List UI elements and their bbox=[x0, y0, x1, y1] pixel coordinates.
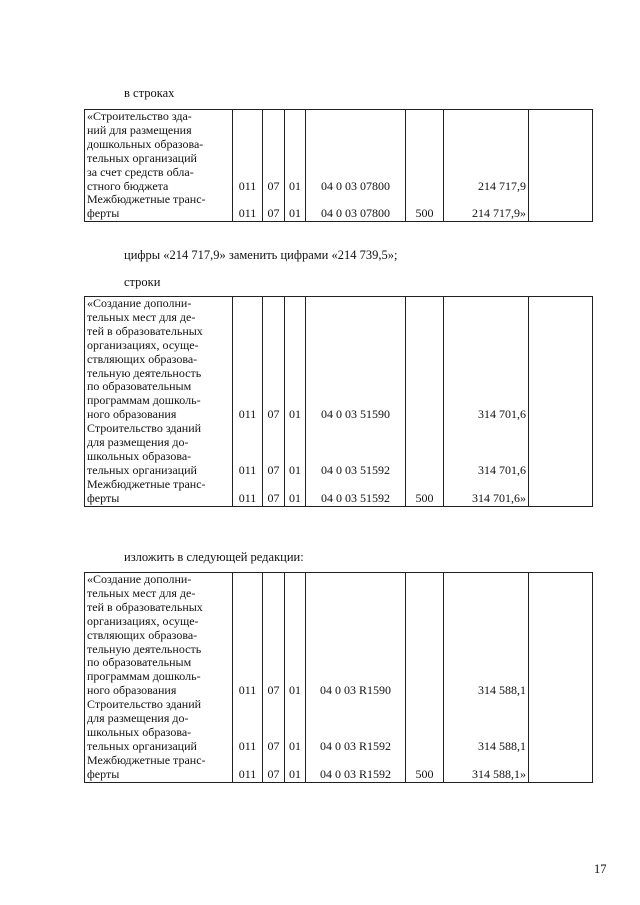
subsection-code: 01 bbox=[285, 573, 306, 699]
row-name: Строительство зданий для размещения до- школьных образова- тельных организаций bbox=[85, 698, 233, 754]
table-row bbox=[85, 698, 593, 754]
budget-table-3 bbox=[84, 572, 593, 783]
target-code: 04 0 03 07800 bbox=[306, 193, 406, 221]
row-name: Межбюджетные транс- ферты bbox=[85, 193, 233, 221]
amount: 214 717,9 bbox=[444, 110, 529, 194]
amount: 314 701,6 bbox=[444, 422, 529, 478]
ministry-code: 011 bbox=[233, 297, 263, 423]
amount: 314 701,6» bbox=[444, 478, 529, 506]
intro-new-wording: изложить в следующей редакции: bbox=[124, 550, 304, 564]
expense-type-code bbox=[406, 698, 444, 754]
row-name: «Создание дополни- тельных мест для де- тей в образовательных организациях, осуще- ствляющих образова- тельную деятельность по образовательным программам дошколь- ного образования bbox=[85, 297, 233, 423]
target-code: 04 0 03 R1590 bbox=[306, 573, 406, 699]
row-name: Межбюджетные транс- ферты bbox=[85, 478, 233, 506]
section-code: 07 bbox=[263, 422, 285, 478]
empty-cell bbox=[529, 478, 593, 506]
ministry-code: 011 bbox=[233, 478, 263, 506]
empty-cell bbox=[529, 110, 593, 194]
row-name: Межбюджетные транс- ферты bbox=[85, 754, 233, 782]
table-row bbox=[85, 297, 593, 423]
ministry-code: 011 bbox=[233, 110, 263, 194]
section-code: 07 bbox=[263, 698, 285, 754]
ministry-code: 011 bbox=[233, 422, 263, 478]
subsection-code: 01 bbox=[285, 422, 306, 478]
target-code: 04 0 03 51592 bbox=[306, 422, 406, 478]
ministry-code: 011 bbox=[233, 573, 263, 699]
expense-type-code bbox=[406, 422, 444, 478]
target-code: 04 0 03 51592 bbox=[306, 478, 406, 506]
expense-type-code bbox=[406, 573, 444, 699]
ministry-code: 011 bbox=[233, 754, 263, 782]
section-code: 07 bbox=[263, 478, 285, 506]
amount: 314 701,6 bbox=[444, 297, 529, 423]
section-code: 07 bbox=[263, 193, 285, 221]
section-code: 07 bbox=[263, 573, 285, 699]
empty-cell bbox=[529, 754, 593, 782]
page-number: 17 bbox=[594, 862, 607, 876]
section-code: 07 bbox=[263, 297, 285, 423]
target-code: 04 0 03 R1592 bbox=[306, 698, 406, 754]
subsection-code: 01 bbox=[285, 698, 306, 754]
expense-type-code bbox=[406, 297, 444, 423]
intro-rows: строки bbox=[124, 275, 161, 289]
amount: 314 588,1 bbox=[444, 698, 529, 754]
table-row bbox=[85, 573, 593, 699]
section-code: 07 bbox=[263, 110, 285, 194]
row-name: «Строительство зда- ний для размещения дошкольных образова- тельных организаций за счет средств обла- стного бюджета bbox=[85, 110, 233, 194]
section-code: 07 bbox=[263, 754, 285, 782]
target-code: 04 0 03 51590 bbox=[306, 297, 406, 423]
amount: 214 717,9» bbox=[444, 193, 529, 221]
row-name: «Создание дополни- тельных мест для де- тей в образовательных организациях, осуще- ствляющих образова- тельную деятельность по образовательным программам дошколь- ного образования bbox=[85, 573, 233, 699]
subsection-code: 01 bbox=[285, 478, 306, 506]
table-row bbox=[85, 193, 593, 221]
row-name: Строительство зданий для размещения до- школьных образова- тельных организаций bbox=[85, 422, 233, 478]
ministry-code: 011 bbox=[233, 698, 263, 754]
empty-cell bbox=[529, 422, 593, 478]
subsection-code: 01 bbox=[285, 193, 306, 221]
expense-type-code: 500 bbox=[406, 478, 444, 506]
table-row bbox=[85, 478, 593, 506]
expense-type-code: 500 bbox=[406, 193, 444, 221]
subsection-code: 01 bbox=[285, 110, 306, 194]
table-row bbox=[85, 110, 593, 194]
intro-in-rows: в строках bbox=[124, 86, 175, 100]
empty-cell bbox=[529, 573, 593, 699]
expense-type-code: 500 bbox=[406, 754, 444, 782]
replace-note: цифры «214 717,9» заменить цифрами «214 739,5»; bbox=[124, 248, 398, 262]
table-row bbox=[85, 754, 593, 782]
empty-cell bbox=[529, 698, 593, 754]
ministry-code: 011 bbox=[233, 193, 263, 221]
empty-cell bbox=[529, 193, 593, 221]
empty-cell bbox=[529, 297, 593, 423]
subsection-code: 01 bbox=[285, 754, 306, 782]
expense-type-code bbox=[406, 110, 444, 194]
subsection-code: 01 bbox=[285, 297, 306, 423]
target-code: 04 0 03 07800 bbox=[306, 110, 406, 194]
budget-table-1 bbox=[84, 109, 593, 222]
amount: 314 588,1 bbox=[444, 573, 529, 699]
amount: 314 588,1» bbox=[444, 754, 529, 782]
budget-table-2 bbox=[84, 296, 593, 507]
target-code: 04 0 03 R1592 bbox=[306, 754, 406, 782]
table-row bbox=[85, 422, 593, 478]
